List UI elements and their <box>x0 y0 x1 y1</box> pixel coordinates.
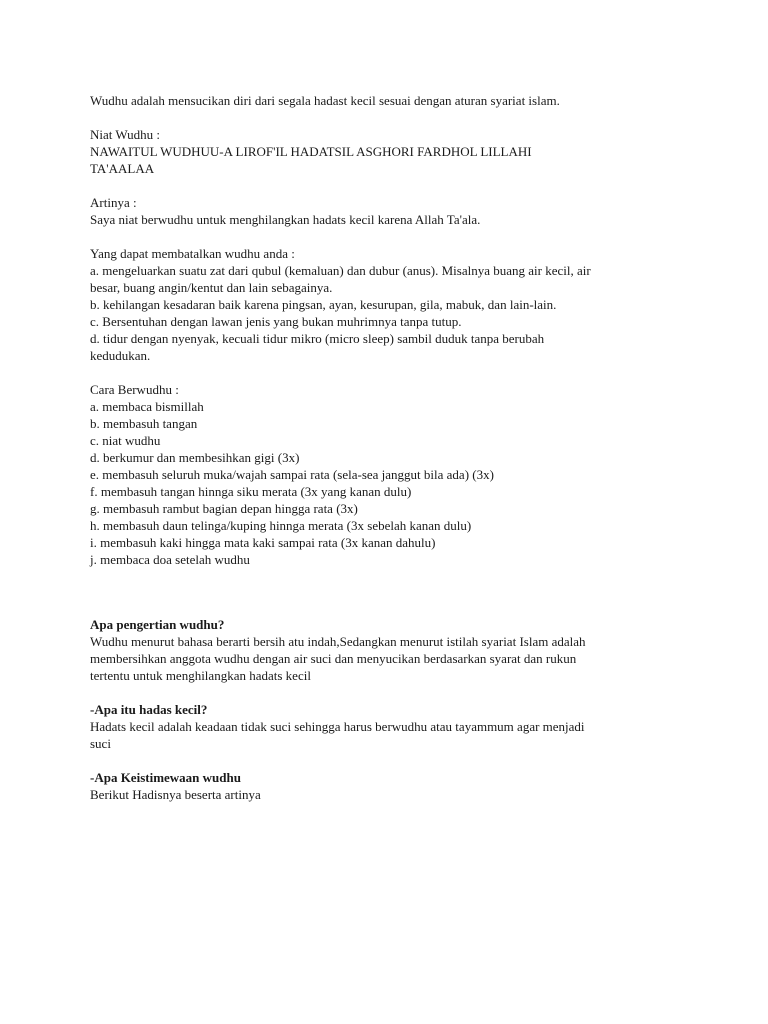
document-page <box>90 92 690 803</box>
list-item: j. membaca doa setelah wudhu <box>90 552 250 567</box>
list-item: i. membasuh kaki hingga mata kaki sampai rata (3x kanan dahulu) <box>90 535 436 550</box>
hadas-line: suci <box>90 736 111 751</box>
spacer <box>90 109 690 126</box>
keistimewaan-text: Berikut Hadisnya beserta artinya <box>90 787 261 802</box>
artinya-text: Saya niat berwudhu untuk menghilangkan hadats kecil karena Allah Ta'ala. <box>90 212 481 227</box>
spacer <box>90 684 690 701</box>
list-item: a. membaca bismillah <box>90 399 204 414</box>
list-item: b. membasuh tangan <box>90 416 198 431</box>
list-item: b. kehilangan kesadaran baik karena pingsan, ayan, kesurupan, gila, mabuk, dan lain-lain. <box>90 297 557 312</box>
list-item: besar, buang angin/kentut dan lain sebagainya. <box>90 280 333 295</box>
list-item: a. mengeluarkan suatu zat dari qubul (kemaluan) dan dubur (anus). Misalnya buang air kecil, air <box>90 263 591 278</box>
list-item: f. membasuh tangan hinnga siku merata (3x yang kanan dulu) <box>90 484 412 499</box>
list-item: c. Bersentuhan dengan lawan jenis yang bukan muhrimnya tanpa tutup. <box>90 314 462 329</box>
spacer <box>90 568 690 616</box>
artinya-heading: Artinya : <box>90 195 137 210</box>
hadas-heading: -Apa itu hadas kecil? <box>90 702 208 717</box>
cara-heading: Cara Berwudhu : <box>90 382 179 397</box>
spacer <box>90 364 690 381</box>
spacer <box>90 177 690 194</box>
batal-heading: Yang dapat membatalkan wudhu anda : <box>90 246 295 261</box>
list-item: kedudukan. <box>90 348 151 363</box>
batal-list <box>90 262 690 364</box>
list-item: d. tidur dengan nyenyak, kecuali tidur mikro (micro sleep) sambil duduk tanpa berubah <box>90 331 545 346</box>
list-item: d. berkumur dan membesihkan gigi (3x) <box>90 450 300 465</box>
pengertian-heading: Apa pengertian wudhu? <box>90 617 225 632</box>
spacer <box>90 752 690 769</box>
keistimewaan-heading: -Apa Keistimewaan wudhu <box>90 770 241 785</box>
cara-list <box>90 398 690 568</box>
niat-heading: Niat Wudhu : <box>90 127 161 142</box>
list-item: g. membasuh rambut bagian depan hingga rata (3x) <box>90 501 358 516</box>
niat-text-line-1: NAWAITUL WUDHUU-A LIROF'IL HADATSIL ASGHORI FARDHOL LILLAHI <box>90 144 532 159</box>
list-item: h. membasuh daun telinga/kuping hinnga merata (3x sebelah kanan dulu) <box>90 518 472 533</box>
pengertian-line: Wudhu menurut bahasa berarti bersih atu indah,Sedangkan menurut istilah syariat Islam adalah <box>90 634 586 649</box>
hadas-line: Hadats kecil adalah keadaan tidak suci sehingga harus berwudhu atau tayammum agar menjadi <box>90 719 585 734</box>
niat-text-line-2: TA'AALAA <box>90 161 155 176</box>
spacer <box>90 228 690 245</box>
list-item: e. membasuh seluruh muka/wajah sampai rata (sela-sea janggut bila ada) (3x) <box>90 467 494 482</box>
pengertian-line: membersihkan anggota wudhu dengan air suci dan menyucikan berdasarkan syarat dan rukun <box>90 651 577 666</box>
pengertian-line: tertentu untuk menghilangkan hadats kecil <box>90 668 311 683</box>
list-item: c. niat wudhu <box>90 433 161 448</box>
intro-text: Wudhu adalah mensucikan diri dari segala hadast kecil sesuai dengan aturan syariat islam. <box>90 93 560 108</box>
